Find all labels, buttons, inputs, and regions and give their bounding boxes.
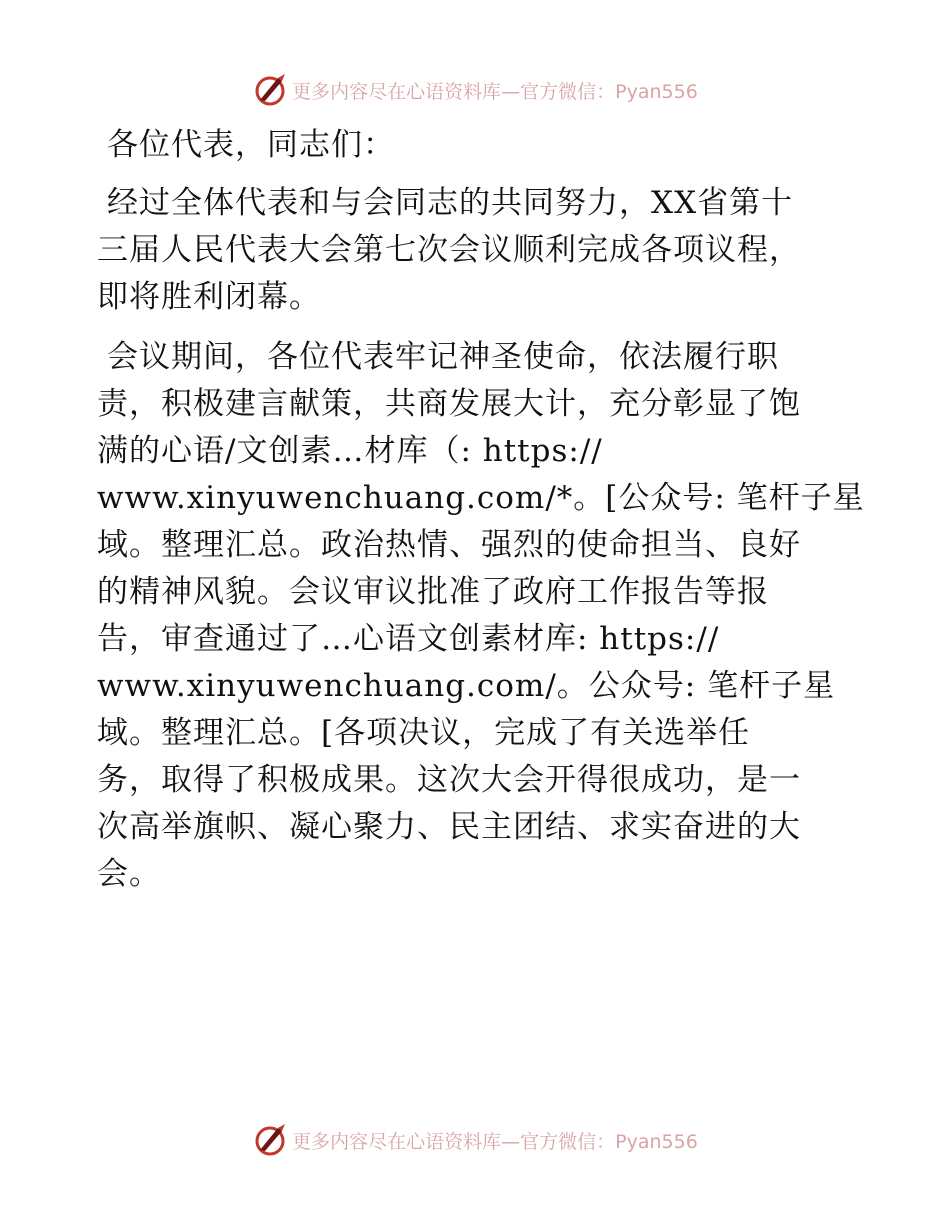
paragraph-line: 三届人民代表大会第七次会议顺利完成各项议程， xyxy=(97,232,801,268)
paragraph-1 xyxy=(97,180,857,321)
paragraph-line: 会。 xyxy=(97,856,161,892)
paragraph-line: 域。整理汇总。政治热情、强烈的使命担当、良好 xyxy=(97,527,801,563)
salutation-line: 各位代表，同志们： xyxy=(107,127,395,163)
paragraph-line: 务，取得了积极成果。这次大会开得很成功，是一 xyxy=(97,762,801,798)
header-watermark-banner xyxy=(0,70,950,110)
paragraph-line: www.xinyuwenchuang.com/*。[公众号: 笔杆子星 xyxy=(97,480,865,516)
header-watermark-text: 更多内容尽在心语资料库—官方微信：Pyan556 xyxy=(292,80,698,103)
paragraph-line: 经过全体代表和与会同志的共同努力，XX省第十 xyxy=(107,185,794,221)
paragraph-line: 域。整理汇总。[各项决议，完成了有关选举任 xyxy=(97,715,751,751)
paragraph-line: 告，审查通过了…心语文创素材库: https:// xyxy=(97,621,720,657)
paragraph-line: 的精神风貌。会议审议批准了政府工作报告等报 xyxy=(97,574,769,610)
paragraph-line: 会议期间，各位代表牢记神圣使命，依法履行职 xyxy=(107,339,779,375)
document-body xyxy=(97,122,865,898)
paragraph-line: 责，积极建言献策，共商发展大计，充分彰显了饱 xyxy=(97,386,801,422)
paragraph-2 xyxy=(97,334,865,898)
quill-logo-icon xyxy=(252,1122,288,1158)
footer-watermark-text: 更多内容尽在心语资料库—官方微信：Pyan556 xyxy=(292,1130,698,1153)
paragraph-line: 满的心语/文创素…材库（: https:// xyxy=(97,433,603,469)
salutation xyxy=(97,122,857,169)
footer-watermark-banner xyxy=(0,1120,950,1160)
paragraph-line: www.xinyuwenchuang.com/。公众号: 笔杆子星 xyxy=(97,668,836,704)
paragraph-line: 即将胜利闭幕。 xyxy=(97,279,321,315)
paragraph-line: 次高举旗帜、凝心聚力、民主团结、求实奋进的大 xyxy=(97,809,801,845)
quill-logo-icon xyxy=(252,72,288,108)
